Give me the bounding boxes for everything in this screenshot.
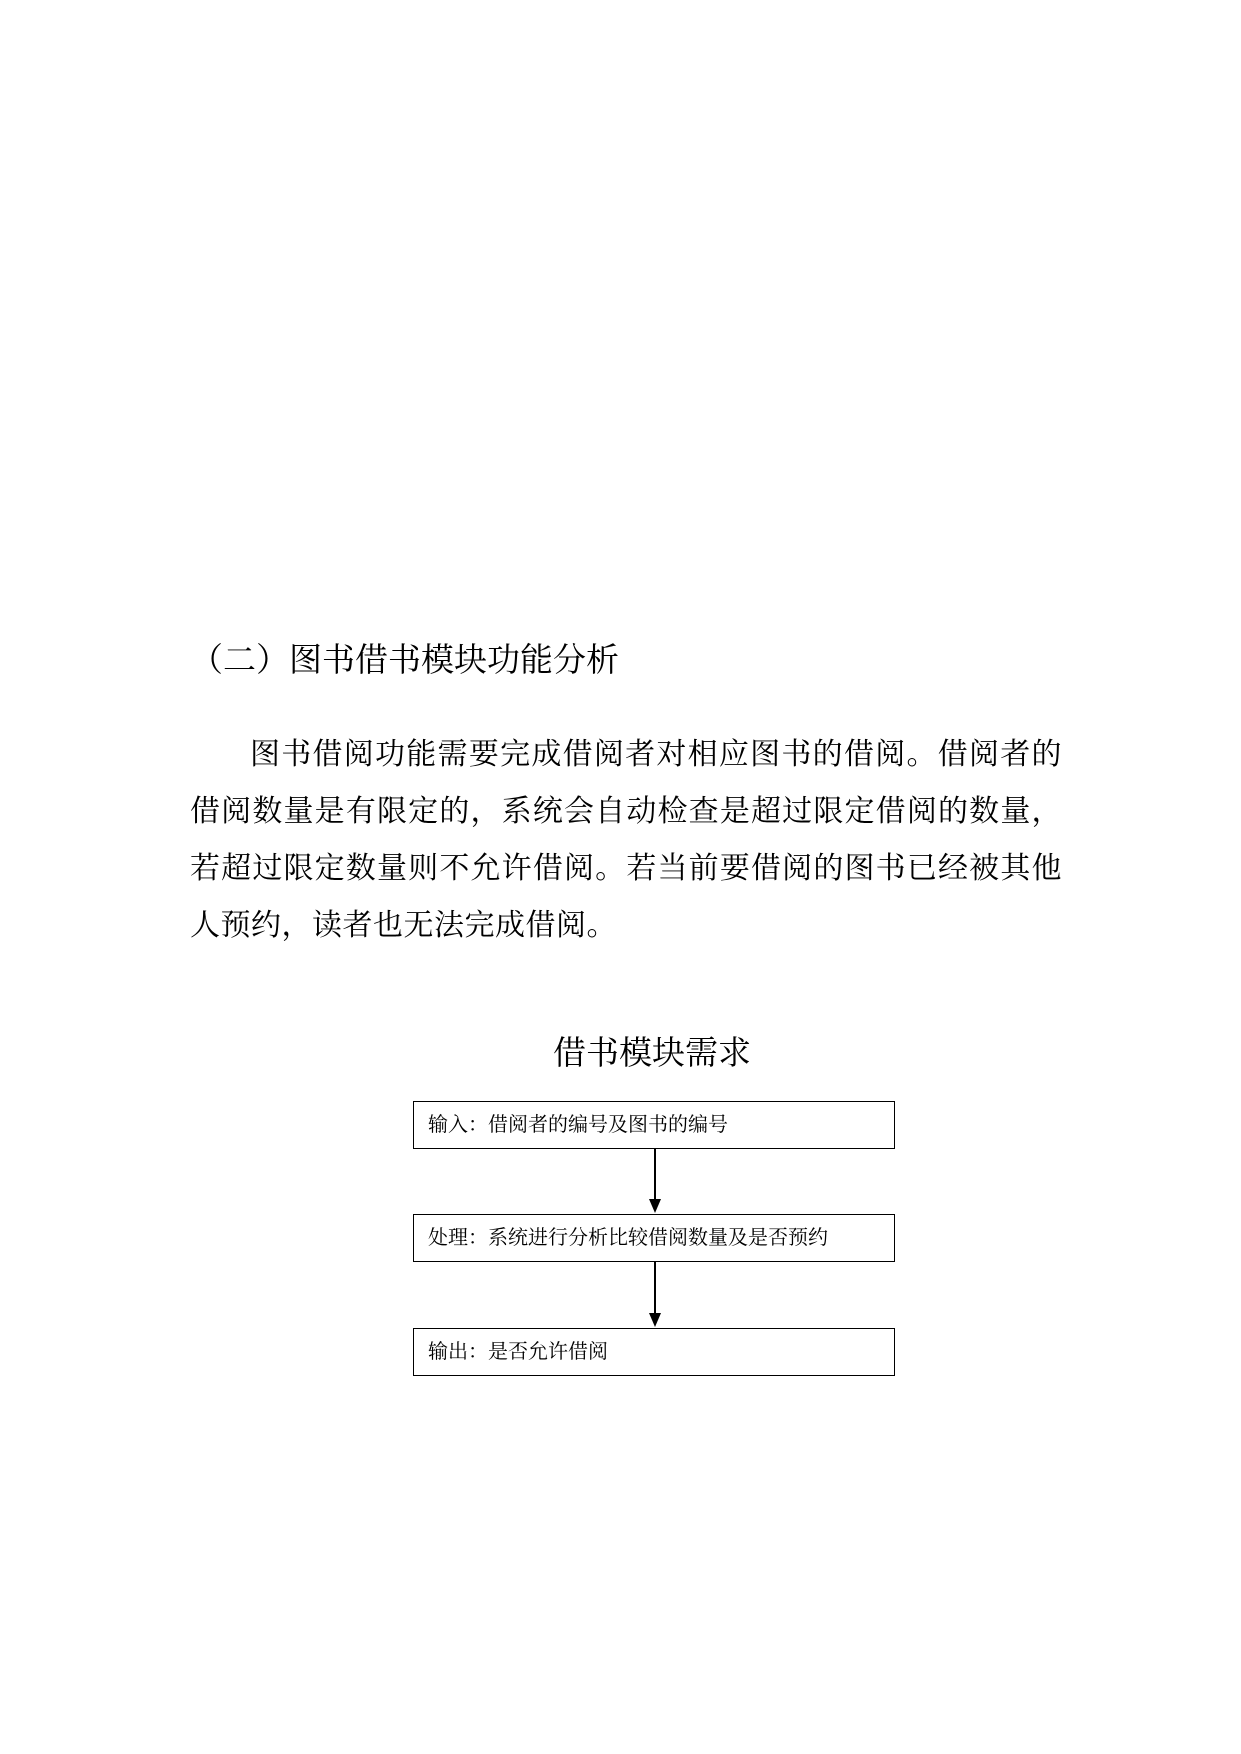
down-arrow-icon bbox=[645, 1262, 665, 1328]
section-heading: （二）图书借书模块功能分析 bbox=[190, 640, 619, 679]
flow-box-process: 处理：系统进行分析比较借阅数量及是否预约 bbox=[413, 1214, 895, 1262]
flow-box-input: 输入：借阅者的编号及图书的编号 bbox=[413, 1101, 895, 1149]
down-arrow-icon bbox=[645, 1149, 665, 1214]
flow-box-output: 输出：是否允许借阅 bbox=[413, 1328, 895, 1376]
body-paragraph: 图书借阅功能需要完成借阅者对相应图书的借阅。借阅者的借阅数量是有限定的，系统会自动检查是超过限定借阅的数量，若超过限定数量则不允许借阅。若当前要借阅的图书已经被其他人预约，读者也无法完成借阅。 bbox=[190, 737, 1062, 943]
figure-title: 借书模块需求 bbox=[553, 1033, 751, 1072]
